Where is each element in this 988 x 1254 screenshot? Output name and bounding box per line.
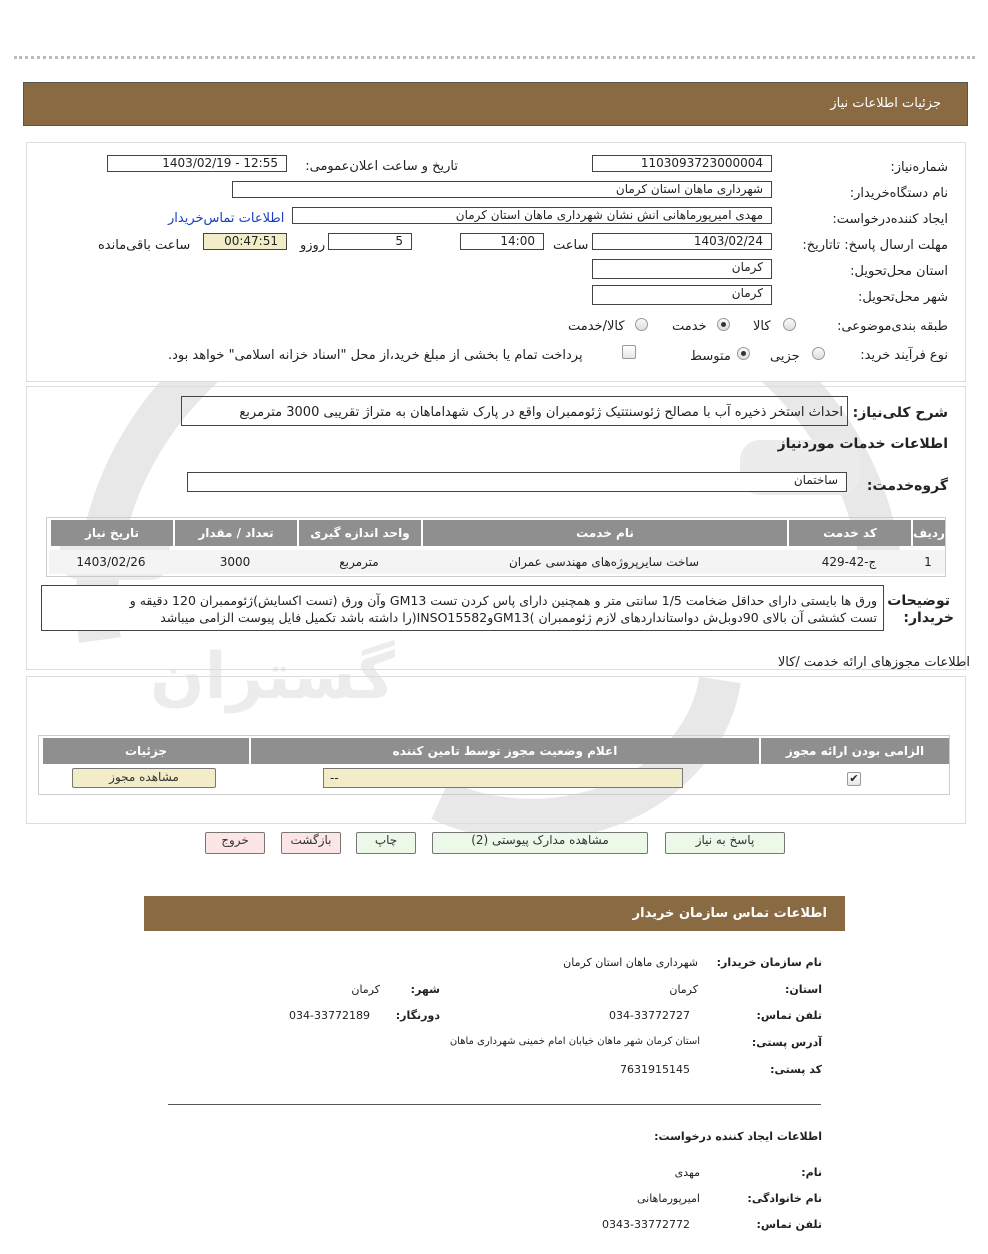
exit-button[interactable]: خروج [205, 832, 265, 854]
page-title: جزئیات اطلاعات نیاز [830, 96, 941, 111]
city-field: کرمان [592, 285, 772, 305]
need-number-field: 1103093723000004 [592, 155, 772, 172]
col-unit: واحد اندازه گیری [297, 520, 421, 546]
notes-line-1: ورق ها بایستی دارای حداقل ضخامت 1/5 سانتی متر و همچنین دارای پاس کردن تست GM13 وآن ورق (تست اکسایش)ژئوممبران 120 دقیقه و [129, 593, 877, 608]
reply-button[interactable]: پاسخ به نیاز [665, 832, 785, 854]
services-table [46, 517, 946, 577]
need-info-panel [26, 142, 966, 382]
category-both-radio[interactable] [635, 318, 648, 331]
category-both-label: کالا/خدمت [568, 319, 625, 334]
category-service-radio[interactable] [717, 318, 730, 331]
category-service-label: خدمت [672, 319, 707, 334]
permit-required-checkbox: ✔ [847, 772, 861, 786]
process-label: نوع فرآیند خرید: [860, 348, 948, 363]
need-number-label: شماره‌نیاز: [890, 160, 948, 175]
creator-title: اطلاعات ایجاد کننده درخواست: [654, 1130, 822, 1143]
process-medium-label: متوسط [690, 349, 731, 364]
print-button[interactable]: چاپ [356, 832, 416, 854]
process-minor-radio[interactable] [812, 347, 825, 360]
phone-label: تلفن تماس: [756, 1009, 822, 1022]
org-label: نام سازمان خریدار: [716, 956, 822, 969]
treasury-text: پرداخت تمام یا بخشی از مبلغ خرید،از محل "اسناد خزانه اسلامی" خواهد بود. [168, 348, 583, 363]
top-divider [14, 56, 975, 59]
requester-label: ایجاد کننده‌درخواست: [832, 212, 948, 227]
buyer-org-field: شهرداری ماهان استان کرمان [232, 181, 772, 198]
services-heading: اطلاعات خدمات مورد‌نیاز [777, 436, 948, 452]
postal-value: 7631915145 [620, 1063, 690, 1076]
cell-qty: 3000 [219, 555, 251, 569]
process-minor-label: جزیی [770, 349, 800, 364]
group-label: گروه‌خدمت: [866, 478, 948, 494]
cell-unit: مترمربع [339, 555, 379, 569]
buyer-org-label: نام دستگاه‌خریدار: [849, 186, 948, 201]
permits-table [38, 735, 950, 795]
buyer-contact-link[interactable]: اطلاعات تماس‌خریدار [168, 211, 285, 226]
permit-col-required: الزامی بودن ارائه مجوز [759, 738, 949, 764]
province-label-contact: استان: [785, 983, 822, 996]
fax-label: دورنگار: [395, 1009, 440, 1022]
permit-status-field: -- [323, 768, 683, 788]
col-code: کد خدمت [787, 520, 911, 546]
days-label: روزو [300, 238, 326, 253]
creator-family-value: امیرپورماهانی [636, 1192, 700, 1205]
group-field: ساختمان [187, 472, 847, 492]
view-permit-button[interactable]: مشاهده مجوز [72, 768, 216, 788]
cell-row: 1 [924, 555, 932, 569]
days-field: 5 [328, 233, 412, 250]
creator-phone-value: 0343-33772772 [602, 1218, 690, 1231]
col-name: نام خدمت [421, 520, 787, 546]
table-row [49, 550, 945, 574]
creator-name-label: نام: [801, 1166, 822, 1179]
province-field: کرمان [592, 259, 772, 279]
permit-col-status: اعلام وضعیت مجوز توسط تامین کننده [249, 738, 759, 764]
notes-field [41, 585, 884, 631]
remaining-time-field: 00:47:51 [203, 233, 287, 250]
fax-value: 034-33772189 [289, 1009, 370, 1022]
creator-family-label: نام خانوادگی: [747, 1192, 822, 1205]
province-label: استان محل‌تحویل: [850, 264, 948, 279]
col-qty: تعداد / مقدار [173, 520, 297, 546]
notes-label-1: توضیحات [887, 593, 950, 609]
permit-col-details: جزئیات [41, 738, 249, 764]
deadline-label: مهلت ارسال پاسخ: تاتاریخ: [802, 238, 948, 253]
page-header [23, 82, 968, 126]
address-value: استان کرمان شهر ماهان خیابان امام خمینی شهرداری ماهان [449, 1036, 700, 1047]
creator-name-value: مهدی [674, 1166, 700, 1179]
treasury-checkbox[interactable] [622, 345, 636, 359]
announce-label: تاریخ و ساعت اعلان‌عمومی: [305, 159, 458, 174]
watermark-text: گستران [150, 640, 395, 714]
city-label: شهر محل‌تحویل: [858, 290, 948, 305]
category-label: طبقه بندی‌موضوعی: [837, 319, 948, 334]
requester-field: مهدی امیرپورماهانی انش نشان شهرداری ماهان استان کرمان [292, 207, 772, 224]
category-goods-radio[interactable] [783, 318, 796, 331]
back-button[interactable]: بازگشت [281, 832, 341, 854]
summary-field [181, 396, 848, 426]
creator-phone-label: تلفن تماس: [756, 1218, 822, 1231]
col-date: تاریخ نیاز [49, 520, 173, 546]
cell-code: ج-42-429 [821, 555, 877, 569]
phone-value: 034-33772727 [609, 1009, 690, 1022]
remaining-label: ساعت باقی‌مانده [98, 238, 191, 253]
postal-label: کد پستی: [770, 1063, 822, 1076]
city-value-contact: کرمان [351, 983, 380, 996]
cell-date: 1403/02/26 [76, 555, 146, 569]
notes-label-2: خریدار: [903, 610, 954, 626]
cell-name: ساخت سایرپروژه‌های مهندسی عمران [508, 555, 700, 569]
summary-text: احداث استخر ذخیره آب با مصالح ژئوسنتتیک ژئوممبران واقع در پارک شهداماهان به متراژ تقریبی 3000 مترمربع [239, 405, 843, 420]
contact-divider [168, 1104, 821, 1105]
province-value-contact: کرمان [669, 983, 698, 996]
hour-label: ساعت [553, 238, 589, 253]
contact-header [144, 896, 845, 931]
deadline-time-field: 14:00 [460, 233, 544, 250]
address-label: آدرس پستی: [751, 1036, 822, 1049]
deadline-date-field: 1403/02/24 [592, 233, 772, 250]
contact-title: اطلاعات تماس سازمان خریدار [632, 906, 827, 921]
announce-field: 1403/02/19 - 12:55 [107, 155, 287, 172]
permits-heading: اطلاعات مجوزهای ارائه خدمت /کالا [777, 655, 970, 670]
category-goods-label: کالا [753, 319, 771, 334]
process-medium-radio[interactable] [737, 347, 750, 360]
summary-label: شرح کلی‌نیاز: [852, 405, 948, 421]
col-row: ردیف [911, 520, 945, 546]
notes-line-2: تست کششی آن بالای 90دوبل‌ش دواستانداردهای لازم ژئوممبران )GM13وINSO15582(را داشته باشد تکمیل فایل پیوست الزامی میباشد [160, 610, 877, 625]
attachments-button[interactable]: مشاهده مدارک پیوستی (2) [432, 832, 648, 854]
city-label-contact: شهر: [410, 983, 440, 996]
org-value: شهرداری ماهان استان کرمان [563, 956, 698, 969]
